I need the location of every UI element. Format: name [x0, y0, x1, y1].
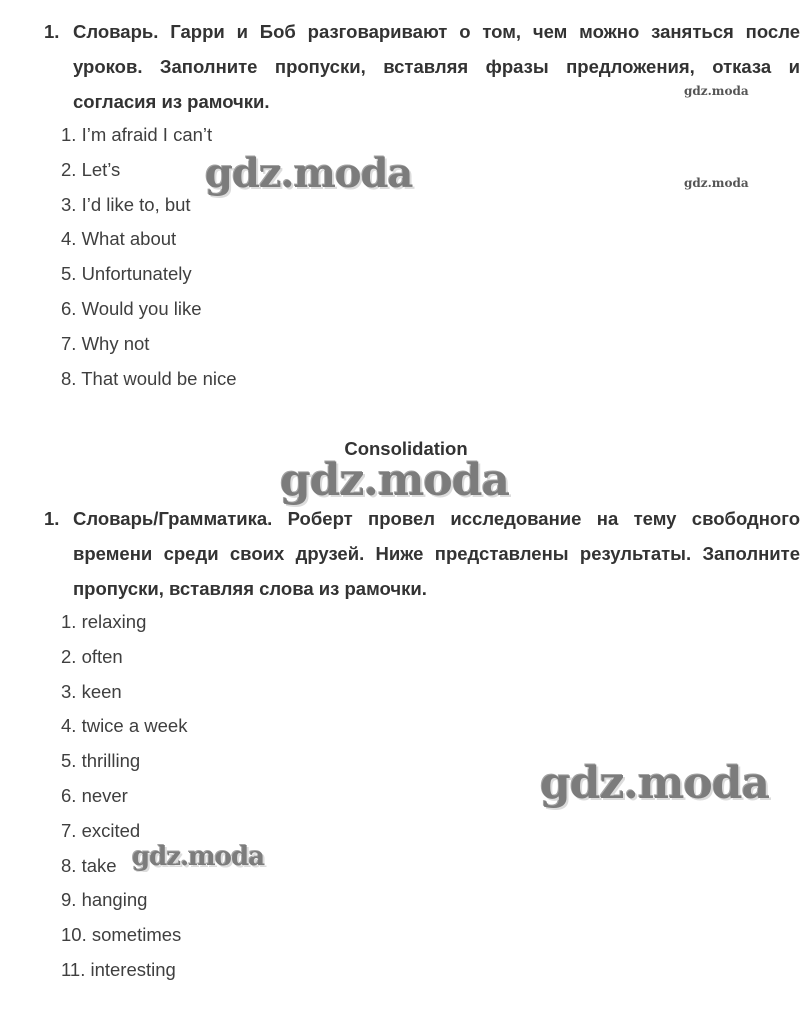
watermark: gdz.moda	[132, 842, 265, 872]
watermark: gdz.moda	[684, 176, 749, 190]
list-item: 10. sometimes	[61, 924, 182, 946]
watermark: gdz.moda	[540, 758, 770, 809]
list-item: 6. Would you like	[61, 297, 202, 319]
list-item: 6. never	[61, 784, 128, 806]
list-item: 1. relaxing	[61, 611, 147, 632]
list-item: 8. That would be nice	[61, 367, 237, 389]
list-item: 5. Unfortunately	[61, 263, 192, 285]
list-item: 3. I’d like to, but	[61, 193, 191, 215]
task-2-number: 1.	[44, 508, 60, 529]
consolidation-heading: Consolidation	[344, 438, 468, 459]
task-1-text: Словарь. Гарри и Боб разговаривают о том, чем можно заняться после уроков. Заполните пропуски, вставляя фразы предложения, отказа и согласия из рамочки.	[73, 21, 800, 112]
list-item: 2. Let’s	[61, 158, 121, 180]
answer-list-2	[61, 605, 187, 988]
list-item: 1. I’m afraid I can’t	[61, 124, 213, 145]
list-item: 4. twice a week	[61, 715, 188, 737]
list-item: 11. interesting	[61, 958, 176, 980]
task-1-instruction	[44, 14, 800, 119]
list-item: 7. excited	[61, 819, 141, 841]
list-item: 5. thrilling	[61, 750, 141, 772]
task-2-instruction	[44, 501, 800, 606]
list-item: 9. hanging	[61, 889, 148, 911]
list-item: 3. keen	[61, 680, 122, 702]
list-item: 4. What about	[61, 228, 177, 250]
watermark: gdz.moda	[205, 150, 413, 197]
task-2-text: Словарь/Грамматика. Роберт провел исследование на тему свободного времени среди своих друзей. Ниже представлены результаты. Заполните пропуски, вставляя слова из рамочки.	[73, 508, 800, 599]
list-item: 2. often	[61, 645, 123, 667]
list-item: 8. take	[61, 854, 117, 876]
watermark: gdz.moda	[684, 84, 749, 98]
task-1-number: 1.	[44, 21, 60, 42]
watermark: gdz.moda	[280, 455, 510, 506]
list-item: 7. Why not	[61, 332, 150, 354]
